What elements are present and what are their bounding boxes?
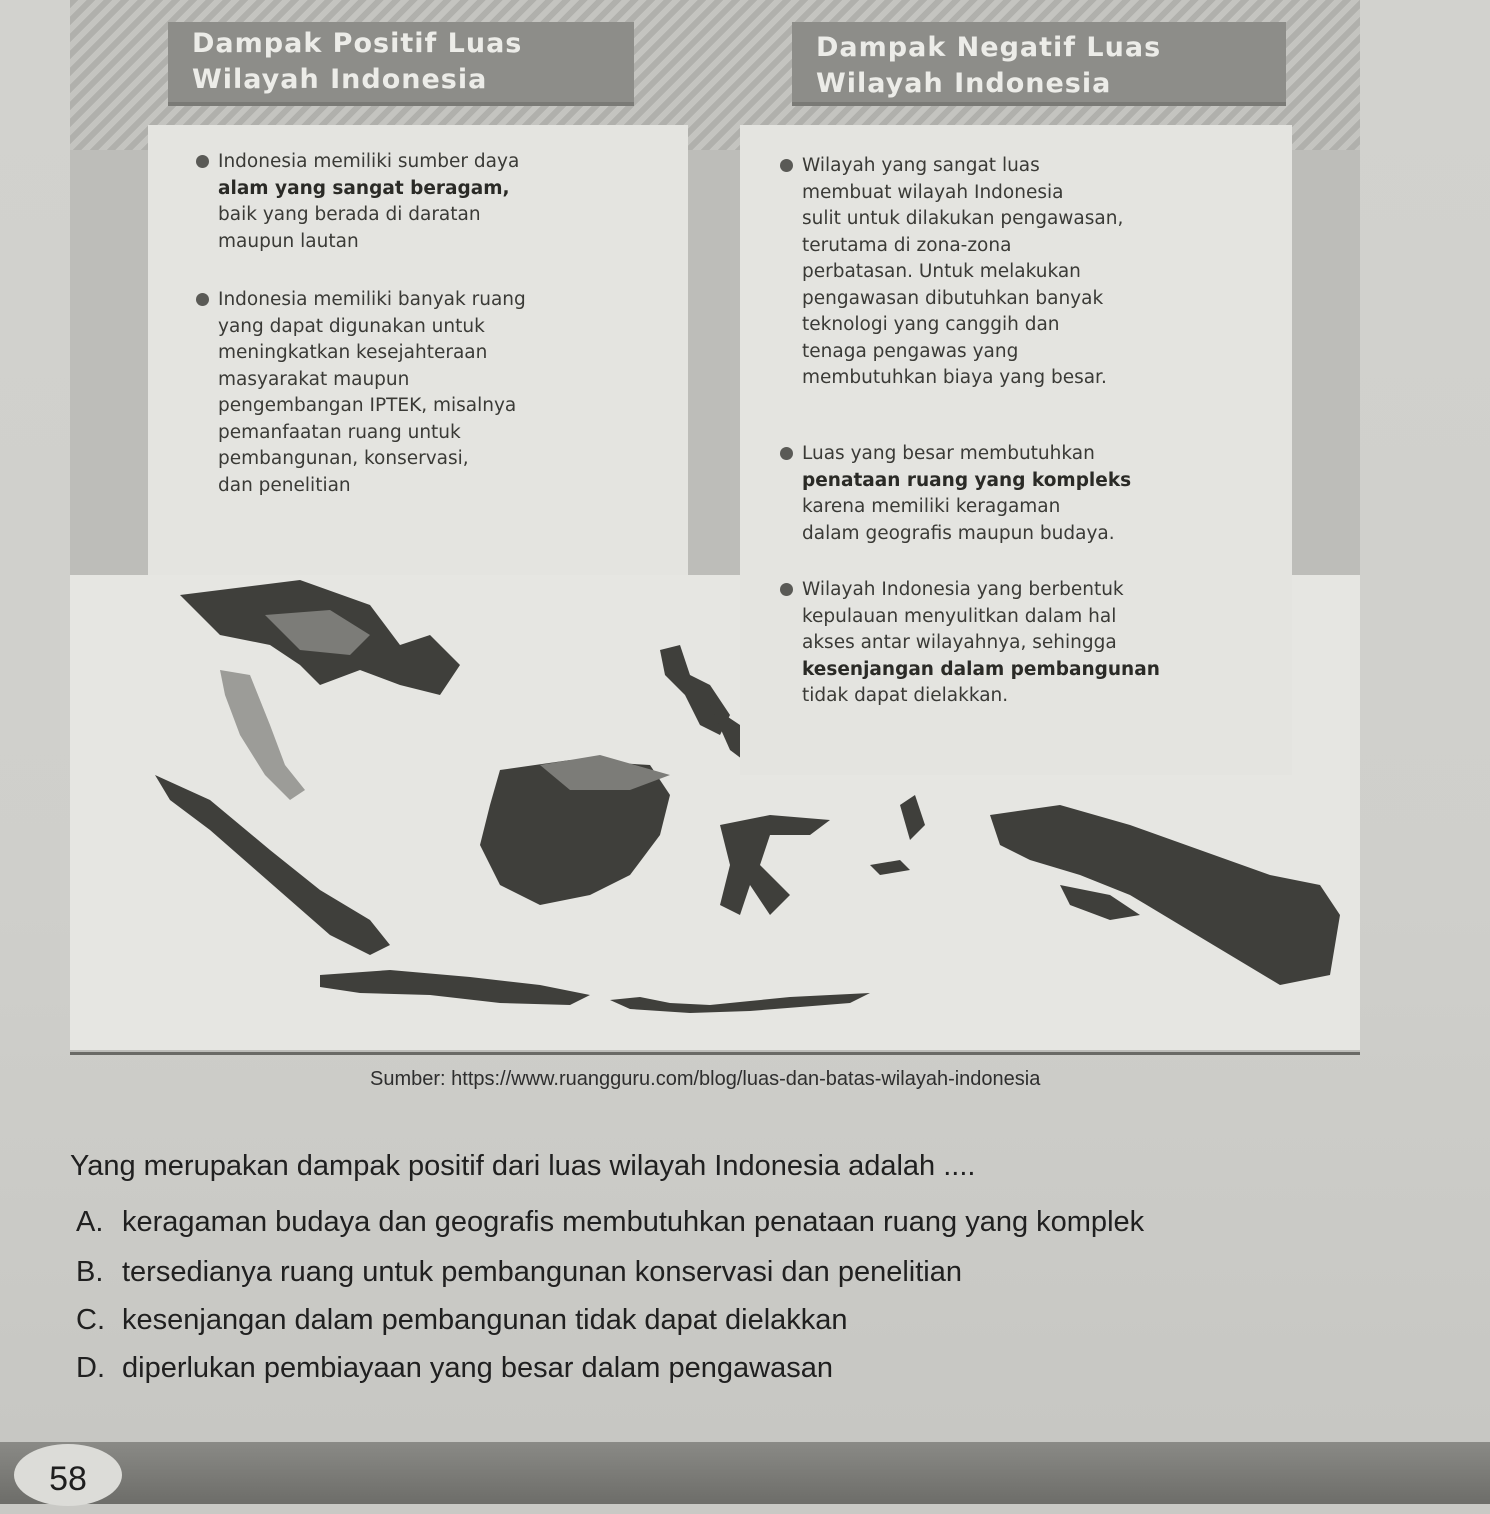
bullet-dot-icon	[196, 293, 209, 306]
positive-title-line1: Dampak Positif Luas	[192, 28, 523, 59]
bullet-line: sulit untuk dilakukan pengawasan,	[802, 208, 1124, 229]
bullet-line: pengawasan dibutuhkan banyak	[802, 287, 1104, 309]
bullet-line: pengembangan IPTEK, misalnya	[218, 395, 517, 416]
source-caption: Sumber: https://www.ruangguru.com/blog/luas-dan-batas-wilayah-indonesia	[370, 1068, 1041, 1090]
option-letter: B.	[76, 1256, 104, 1288]
bullet-dot-icon	[780, 583, 793, 596]
bullet-line: maupun lautan	[218, 230, 359, 252]
bullet-line: akses antar wilayahnya, sehingga	[802, 632, 1117, 653]
positive-title-line2: Wilayah Indonesia	[192, 64, 488, 95]
option-text: keragaman budaya dan geografis membutuhkan penataan ruang yang komplek	[122, 1206, 1145, 1238]
option-b[interactable]	[76, 1256, 962, 1289]
bullet-line: dalam geografis maupun budaya.	[802, 522, 1115, 544]
option-d[interactable]	[76, 1352, 833, 1385]
bullet-line: tenaga pengawas yang	[802, 340, 1019, 362]
bullet-line: Luas yang besar membutuhkan	[802, 443, 1095, 464]
question-text: Yang merupakan dampak positif dari luas wilayah Indonesia adalah ....	[70, 1150, 976, 1182]
bullet-line: pemanfaatan ruang untuk	[218, 421, 461, 443]
bullet-line: alam yang sangat beragam,	[218, 177, 510, 199]
option-letter: A.	[76, 1206, 104, 1238]
bullet-line: meningkatkan kesejahteraan	[218, 342, 488, 363]
bullet-line: penataan ruang yang kompleks	[802, 469, 1132, 491]
page-number: 58	[14, 1444, 122, 1506]
negative-bullet-3	[802, 577, 1160, 710]
bullet-line: membuat wilayah Indonesia	[802, 181, 1064, 203]
bullet-line: perbatasan. Untuk melakukan	[802, 261, 1081, 282]
option-letter: C.	[76, 1304, 105, 1336]
negative-title-line2: Wilayah Indonesia	[816, 68, 1112, 99]
bullet-line: dan penelitian	[218, 474, 351, 496]
bullet-line: Indonesia memiliki sumber daya	[218, 151, 520, 172]
negative-bullet-2	[802, 441, 1131, 547]
bullet-line: kesenjangan dalam pembangunan	[802, 658, 1160, 680]
bullet-dot-icon	[780, 159, 793, 172]
positive-impact-banner	[168, 22, 634, 102]
negative-impact-banner	[792, 22, 1286, 102]
bullet-line: masyarakat maupun	[218, 368, 410, 390]
bullet-line: teknologi yang canggih dan	[802, 314, 1060, 335]
bullet-line: Wilayah yang sangat luas	[802, 155, 1040, 176]
footer-bar	[0, 1442, 1490, 1504]
option-a[interactable]	[76, 1206, 1144, 1239]
positive-bullet-2	[218, 287, 526, 499]
option-letter: D.	[76, 1352, 105, 1384]
bullet-line: baik yang berada di daratan	[218, 204, 481, 225]
bullet-line: terutama di zona-zona	[802, 234, 1012, 256]
positive-impact-card	[148, 125, 688, 580]
negative-impact-card	[740, 125, 1292, 775]
option-c[interactable]	[76, 1304, 848, 1337]
bullet-line: kepulauan menyulitkan dalam hal	[802, 605, 1117, 627]
bullet-line: yang dapat digunakan untuk	[218, 315, 485, 337]
option-text: tersedianya ruang untuk pembangunan konservasi dan penelitian	[122, 1256, 962, 1288]
bullet-dot-icon	[196, 155, 209, 168]
bullet-line: Wilayah Indonesia yang berbentuk	[802, 579, 1124, 600]
bullet-line: tidak dapat dielakkan.	[802, 685, 1009, 706]
bullet-line: membutuhkan biaya yang besar.	[802, 367, 1107, 388]
bullet-line: Indonesia memiliki banyak ruang	[218, 289, 526, 310]
negative-bullet-1	[802, 153, 1123, 392]
bullet-line: pembangunan, konservasi,	[218, 448, 469, 469]
negative-title-line1: Dampak Negatif Luas	[816, 32, 1162, 63]
bullet-line: karena memiliki keragaman	[802, 496, 1061, 517]
option-text: kesenjangan dalam pembangunan tidak dapat dielakkan	[122, 1304, 848, 1336]
bullet-dot-icon	[780, 447, 793, 460]
positive-bullet-1	[218, 149, 519, 255]
option-text: diperlukan pembiayaan yang besar dalam pengawasan	[122, 1352, 833, 1384]
